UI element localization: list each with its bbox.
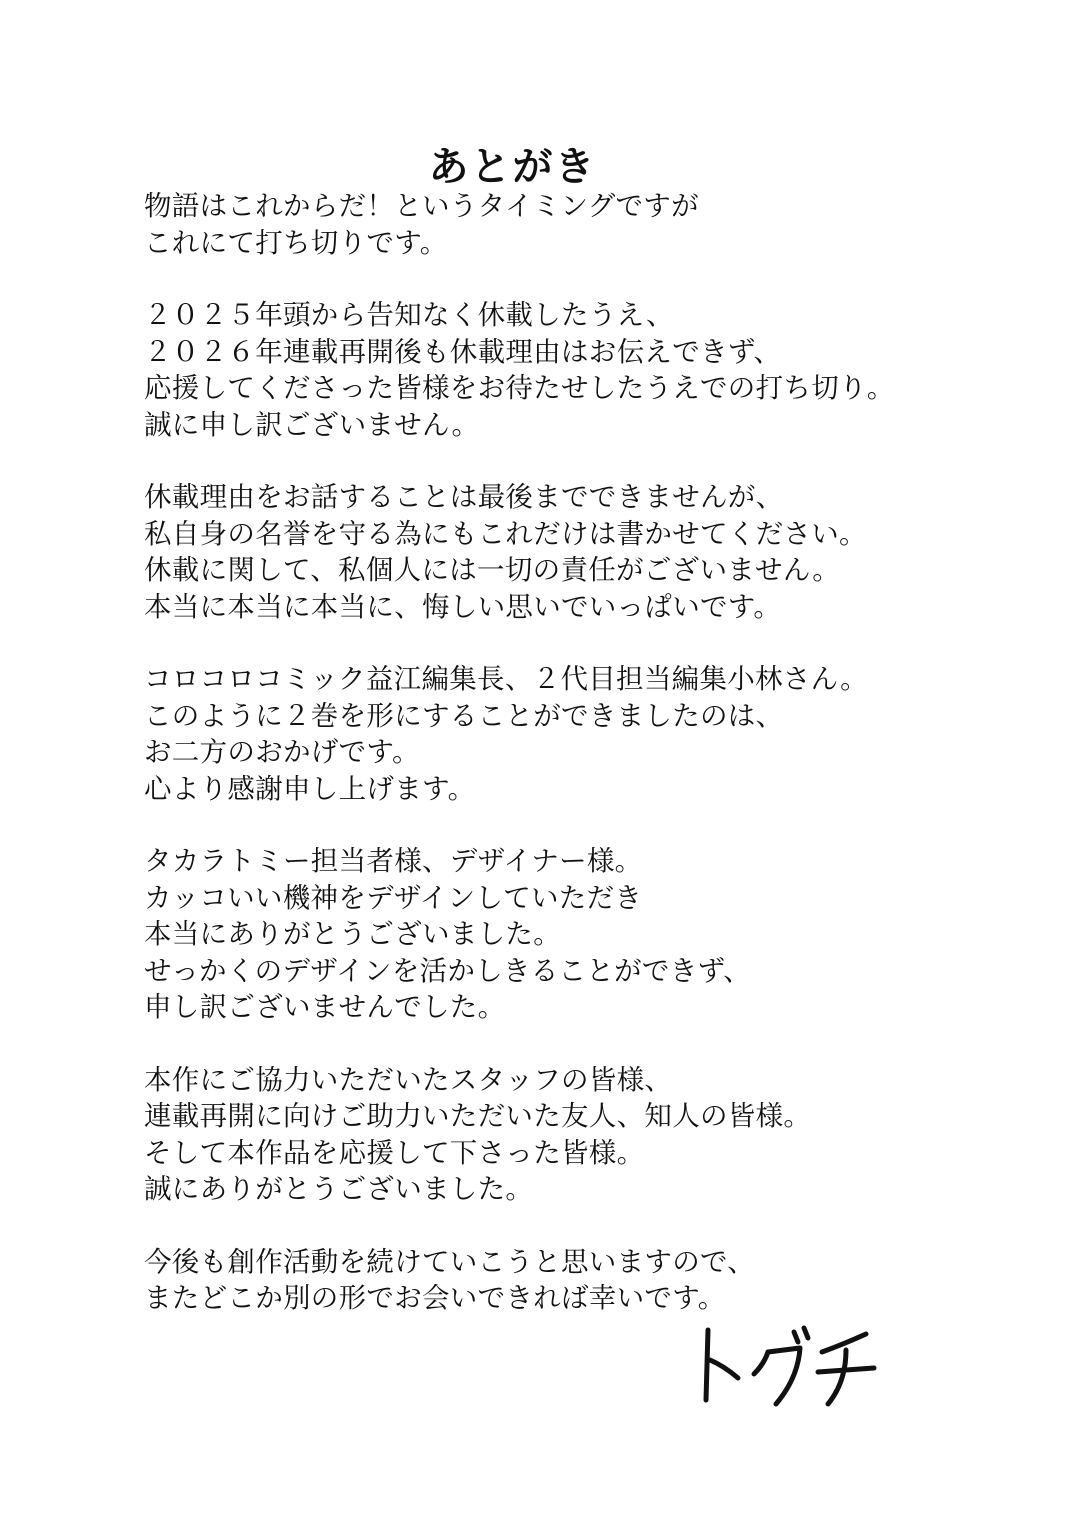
- paragraph-intro: [144, 188, 1044, 261]
- text-line: 申し訳ございませんでした。: [144, 991, 506, 1023]
- page-title: あとがき: [428, 143, 597, 190]
- text-line: 心より感謝申し上げます。: [144, 772, 476, 805]
- text-line: コロコロコミック益江編集長、２代目担当編集小林さん。: [144, 663, 868, 695]
- afterword-body: [144, 188, 1044, 1353]
- text-line: お二方のおかげです。: [144, 736, 420, 768]
- text-line: せっかくのデザインを活かしきることができず、: [144, 954, 751, 987]
- text-line: 休載に関して、私個人には一切の責任がございません。: [144, 554, 841, 586]
- paragraph-thanks-designers: [144, 843, 1044, 1026]
- text-line: 応援してくださった皆様をお待たせしたうえでの打ち切り。: [144, 372, 895, 404]
- text-line: またどこか別の形でお会いできれば幸いです。: [144, 1282, 726, 1314]
- text-line: カッコいい機神をデザインしていただき: [144, 881, 643, 914]
- text-line: 誠に申し訳ございません。: [144, 408, 480, 441]
- text-line: このように２巻を形にすることができましたのは、: [144, 699, 784, 732]
- paragraph-apology: [144, 297, 1044, 443]
- text-line: 連載再開に向けご助力いただいた友人、知人の皆様。: [144, 1100, 812, 1132]
- text-line: 物語はこれからだ！というタイミングですが: [144, 190, 699, 222]
- text-line: 本当にありがとうございました。: [144, 918, 561, 950]
- paragraph-hiatus-reason: [144, 479, 1044, 625]
- handwritten-signature: [694, 1312, 884, 1412]
- paragraph-thanks-editors: [144, 661, 1044, 807]
- text-line: 今後も創作活動を続けていこうと思いますので、: [144, 1245, 756, 1278]
- text-line: これにて打ち切りです。: [144, 226, 448, 259]
- text-line: そして本作品を応援して下さった皆様。: [144, 1136, 645, 1169]
- text-line: 誠にありがとうございました。: [144, 1173, 534, 1205]
- text-line: 本当に本当に本当に、悔しい思いでいっぱいです。: [144, 590, 782, 623]
- paragraph-thanks-staff: [144, 1062, 1044, 1208]
- text-line: ２０２５年頭から告知なく休載したうえ、: [144, 299, 674, 331]
- text-line: ２０２６年連載再開後も休載理由はお伝えできず、: [144, 335, 782, 368]
- text-line: タカラトミー担当者様、デザイナー様。: [144, 845, 643, 877]
- text-line: 私自身の名誉を守る為にもこれだけは書かせてください。: [144, 517, 867, 550]
- paragraph-closing: [144, 1244, 1044, 1317]
- text-line: 休載理由をお話することは最後までできませんが、: [144, 481, 784, 513]
- text-line: 本作にご協力いただいたスタッフの皆様、: [144, 1063, 673, 1096]
